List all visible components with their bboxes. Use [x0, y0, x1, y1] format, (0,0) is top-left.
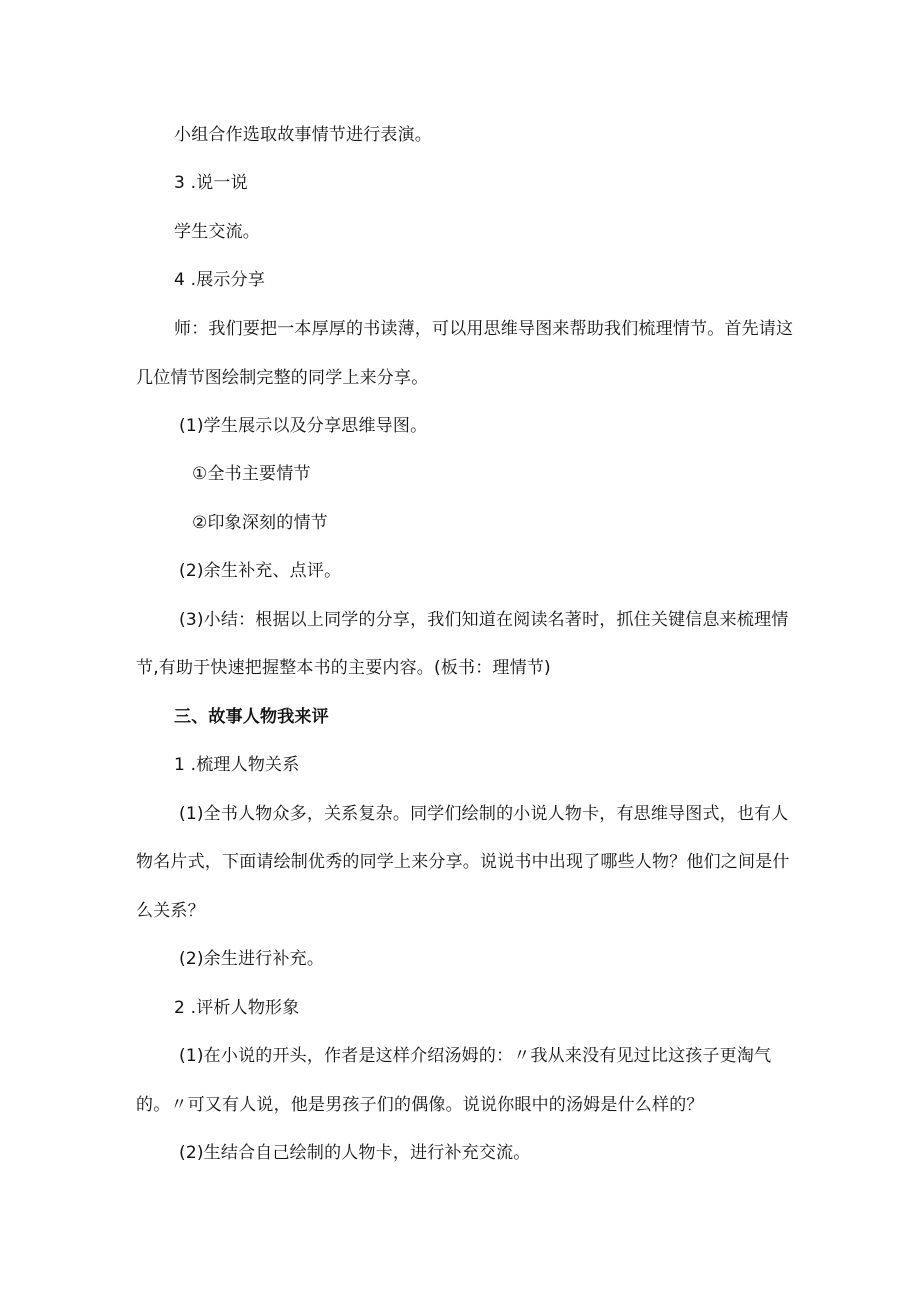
sublist-item-main-plot: ①全书主要情节 — [192, 464, 311, 484]
paragraph-student-exchange: 学生交流。 — [174, 222, 260, 242]
subheading-character-analysis: 2 .评析人物形象 — [174, 998, 300, 1018]
list-item-tom-line-1: (1)在小说的开头，作者是这样介绍汤姆的：〃我从来没有见过比这孩子更淘气 — [179, 1046, 772, 1066]
list-item-relations-line-3: 么关系？ — [136, 901, 205, 921]
paragraph-teacher-line-2: 几位情节图绘制完整的同学上来分享。 — [136, 368, 429, 388]
paragraph-group-performance: 小组合作选取故事情节进行表演。 — [174, 125, 432, 145]
subheading-character-relations: 1 .梳理人物关系 — [174, 755, 300, 775]
list-item-relations-line-1: (1)全书人物众多，关系复杂。同学们绘制的小说人物卡，有思维导图式，也有人 — [179, 804, 789, 824]
list-item-remaining-supplement: (2)余生进行补充。 — [179, 949, 325, 969]
sublist-item-impressive-plot: ②印象深刻的情节 — [192, 513, 328, 533]
list-item-mindmap: (1)学生展示以及分享思维导图。 — [179, 416, 428, 436]
paragraph-teacher-line-1: 师：我们要把一本厚厚的书读薄，可以用思维导图来帮助我们梳理情节。首先请这 — [174, 319, 794, 339]
list-item-supplement-comment: (2)余生补充、点评。 — [179, 561, 342, 581]
list-item-relations-line-2: 物名片式，下面请绘制优秀的同学上来分享。说说书中出现了哪些人物？他们之间是什 — [136, 852, 790, 872]
section-heading-characters: 三、故事人物我来评 — [174, 707, 329, 727]
subheading-say-it: 3 .说一说 — [174, 173, 248, 193]
list-item-card-exchange: (2)生结合自己绘制的人物卡，进行补充交流。 — [179, 1143, 531, 1163]
list-item-summary-line-1: (3)小结：根据以上同学的分享，我们知道在阅读名著时，抓住关键信息来梳理情 — [179, 610, 789, 630]
list-item-summary-line-2: 节,有助于快速把握整本书的主要内容。(板书：理情节) — [136, 658, 551, 678]
subheading-show-share: 4 .展示分享 — [174, 270, 266, 290]
list-item-tom-line-2: 的。〃可又有人说，他是男孩子们的偶像。说说你眼中的汤姆是什么样的？ — [136, 1095, 704, 1115]
